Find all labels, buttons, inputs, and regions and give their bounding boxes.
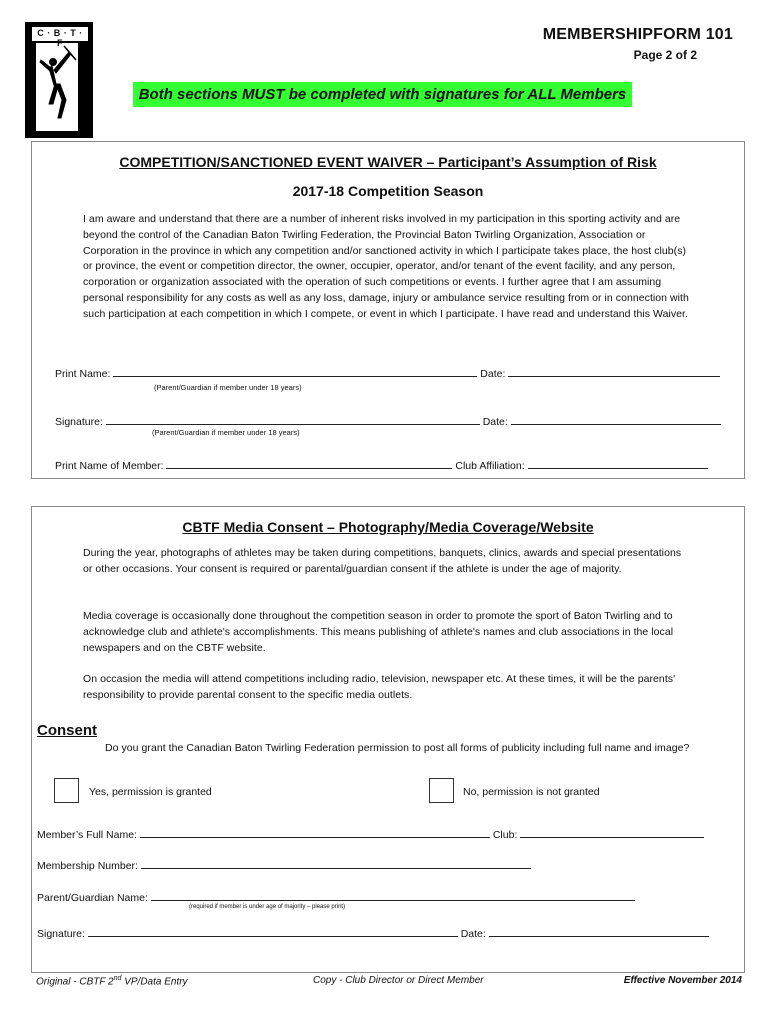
footer-sup: nd: [113, 975, 122, 982]
media-date-input[interactable]: [489, 925, 709, 937]
media-signature-input[interactable]: [88, 925, 458, 937]
member-name-row: [55, 457, 708, 472]
signature-date-label: Date:: [482, 416, 508, 428]
date-label: Date:: [480, 368, 506, 380]
guardian-required-note: (required if member is under age of majority – please print): [189, 904, 346, 910]
member-name-label: Print Name of Member:: [55, 460, 164, 472]
signature-input[interactable]: [106, 413, 480, 425]
full-name-input[interactable]: [140, 826, 490, 838]
waiver-section: [31, 141, 745, 479]
footer-copy: Copy - Club Director or Direct Member: [313, 975, 484, 986]
signature-date-input[interactable]: [511, 413, 721, 425]
waiver-body: I am aware and understand that there are a number of inherent risks involved in my participation in this sporting activity and are beyond the control of the Canadian Baton Twirling Federation, the Provincial Baton Twirling Organization, Association or Corporation in the province in which any competition and/or sanctioned activity in which I participate takes place, the host club(s) or province, the event or competition director, the owner, occupier, operator, and/or tenant of the event facility, and any person, corporation or organization associated with the operation of such competitions or events. I further agree that I am assuming personal responsibility for any costs as well as any loss, damage, injury or ambulance service resulting from or in connection with such participation at each competition in which I compete, or event in which I participate. I have read and understand this Waiver.: [83, 213, 689, 320]
consent-question: Do you grant the Canadian Baton Twirling Federation permission to post all forms of publicity including full name and image?: [105, 742, 690, 754]
consent-heading: Consent: [37, 722, 97, 739]
guardian-label: Parent/Guardian Name:: [37, 892, 148, 904]
member-name-input[interactable]: [166, 457, 452, 469]
footer-original-text: Original - CBTF 2: [36, 976, 114, 988]
membership-label: Membership Number:: [37, 860, 138, 872]
membership-row: [37, 857, 531, 872]
media-date-label: Date:: [460, 928, 486, 940]
footer-original-text-end: VP/Data Entry: [121, 976, 188, 988]
guardian-note: (Parent/Guardian if member under 18 years): [152, 428, 300, 437]
media-signature-label: Signature:: [37, 928, 85, 940]
media-paragraph-3: On occasion the media will attend competitions including radio, television, newspaper etc. At these times, it will be the parents' responsibility to provide parental consent to the specific media outlets.: [83, 673, 676, 701]
club-label: Club:: [492, 829, 518, 841]
media-title: CBTF Media Consent – Photography/Media Coverage/Website: [182, 519, 594, 535]
full-name-label: Member’s Full Name:: [37, 829, 137, 841]
waiver-title: COMPETITION/SANCTIONED EVENT WAIVER – Participant’s Assumption of Risk: [119, 154, 657, 170]
guardian-input[interactable]: [151, 889, 635, 901]
media-paragraph-2: Media coverage is occasionally done throughout the competition season in order to promote the sport of Baton Twirling and to acknowledge club and athlete's accomplishments. This means publishing of athlete's names and club associations in the local newspapers and on the CBTF website.: [83, 610, 674, 654]
no-checkbox[interactable]: [429, 778, 454, 803]
club-affiliation-label: Club Affiliation:: [455, 460, 525, 472]
print-name-input[interactable]: [113, 365, 477, 377]
footer-original: [36, 975, 188, 987]
season-title: 2017-18 Competition Season: [292, 183, 484, 199]
print-name-row: [55, 365, 720, 380]
guardian-note: (Parent/Guardian if member under 18 years): [154, 383, 302, 392]
no-label: No, permission is not granted: [463, 786, 600, 798]
form-title: MEMBERSHIPFORM 101: [542, 26, 733, 43]
logo-letters: C · B · T · F: [37, 28, 83, 48]
media-signature-row: [37, 925, 709, 940]
media-paragraph-1: During the year, photographs of athletes may be taken during competitions, banquets, clinics, awards and special presentations or other occasions. Your consent is required or parental/guardian consent if the athlete is under the age of majority.: [83, 547, 682, 575]
club-input[interactable]: [520, 826, 704, 838]
cbtf-logo: [25, 22, 93, 138]
club-affiliation-input[interactable]: [528, 457, 708, 469]
signature-label: Signature:: [55, 416, 103, 428]
media-consent-section: [31, 506, 745, 973]
date-input[interactable]: [508, 365, 720, 377]
print-name-label: Print Name:: [55, 368, 111, 380]
yes-label: Yes, permission is granted: [89, 786, 212, 798]
guardian-row: [37, 889, 635, 904]
membership-input[interactable]: [141, 857, 531, 869]
yes-checkbox[interactable]: [54, 778, 79, 803]
footer-effective: Effective November 2014: [623, 975, 742, 986]
page-number: Page 2 of 2: [633, 48, 697, 62]
signature-row: [55, 413, 721, 428]
instruction-banner: Both sections MUST be completed with signatures for ALL Members: [133, 82, 632, 107]
full-name-row: [37, 826, 704, 841]
